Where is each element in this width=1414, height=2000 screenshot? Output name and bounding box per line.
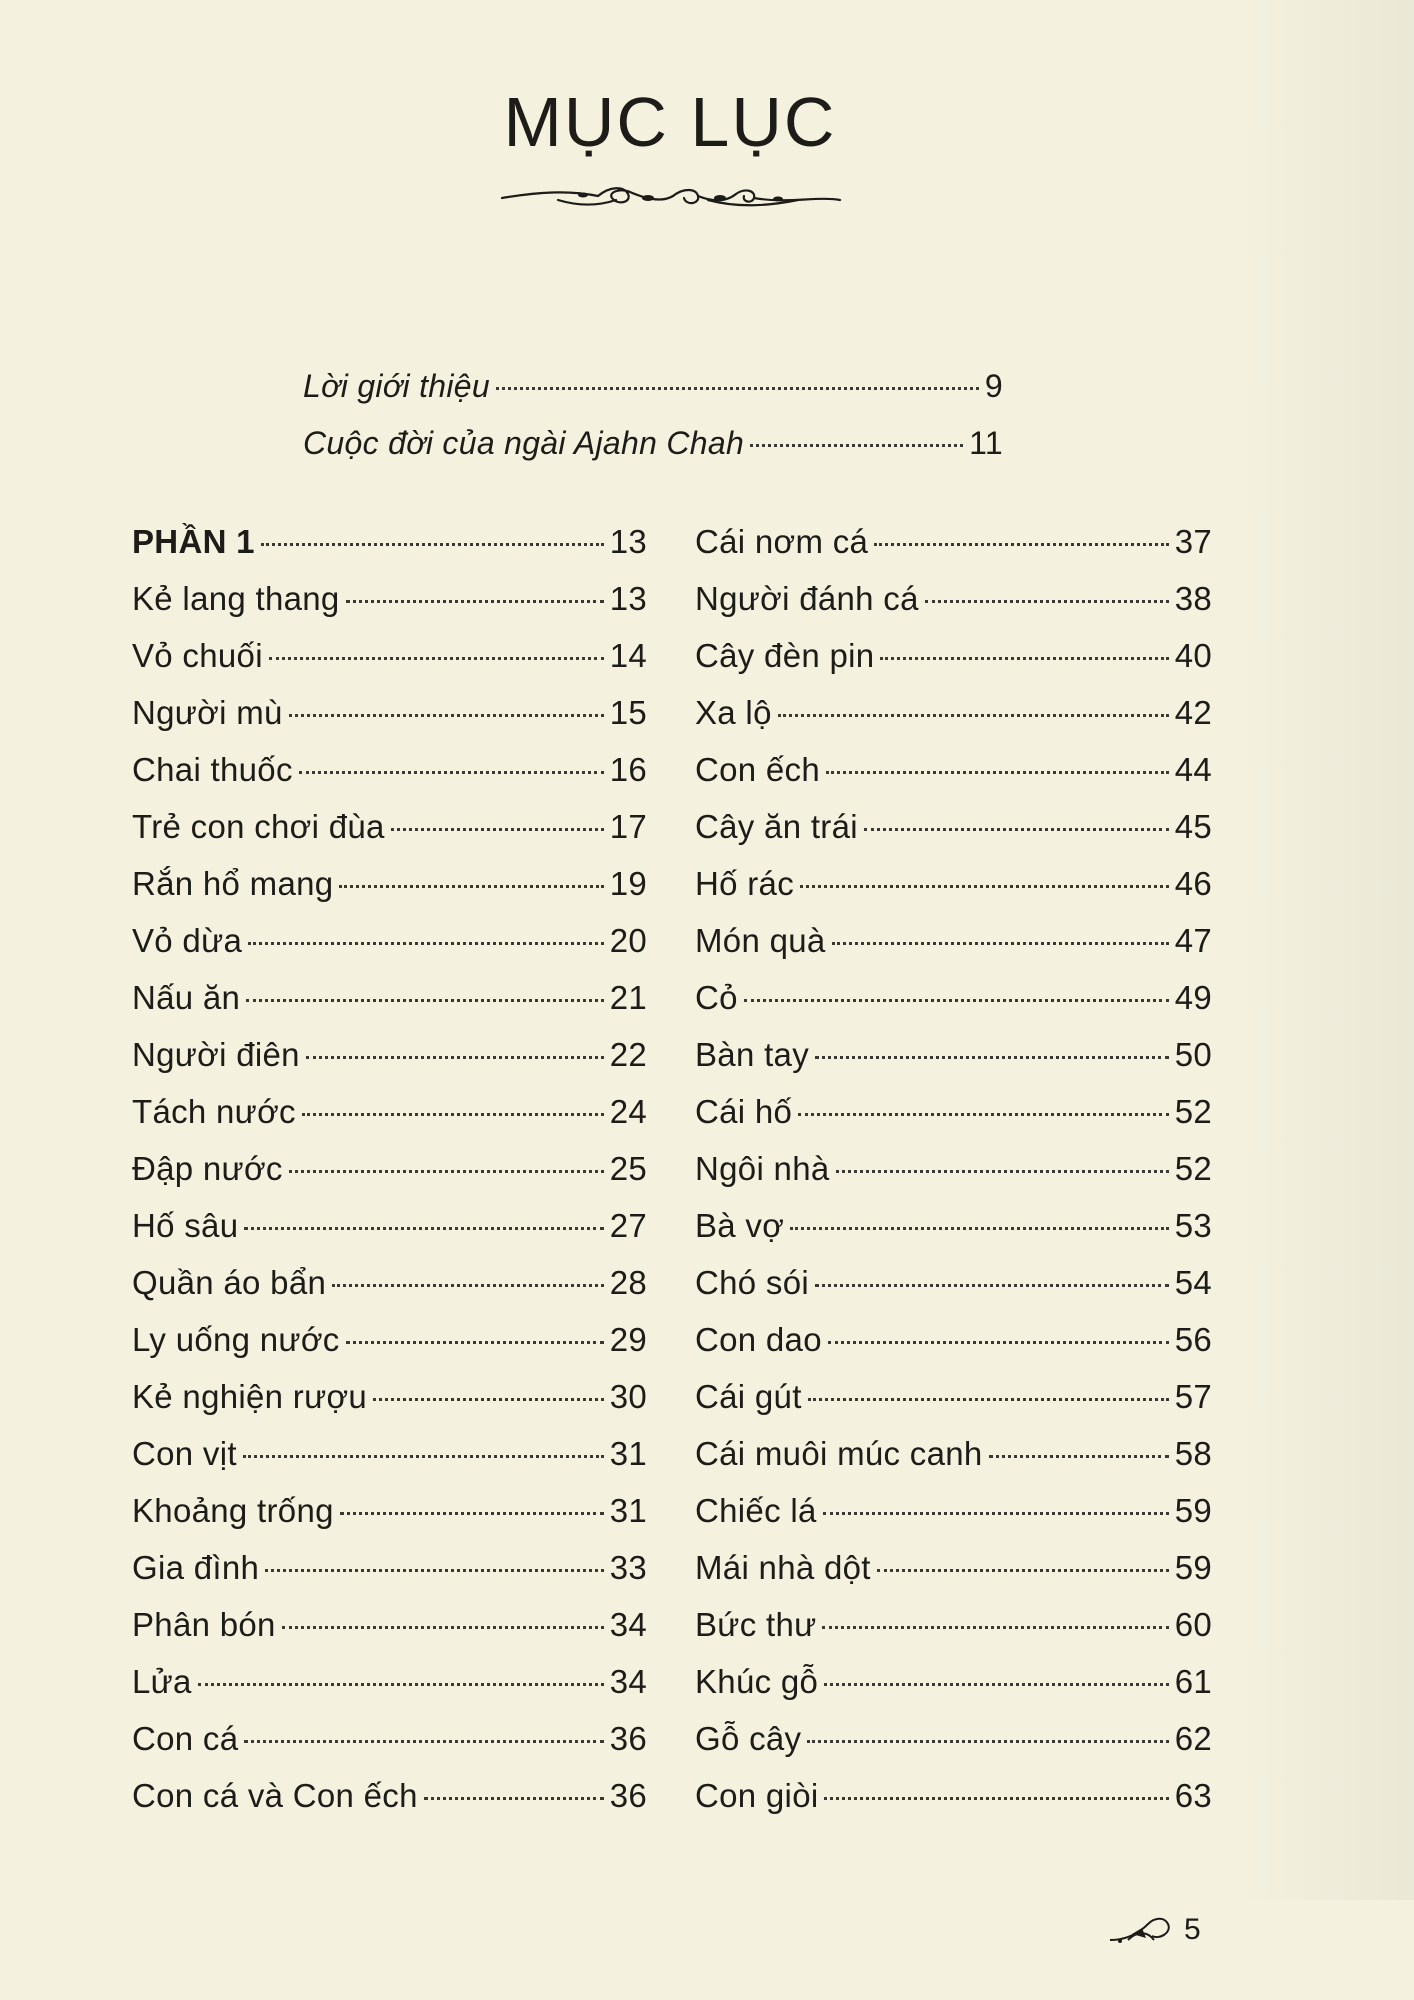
toc-entry-title: Kẻ nghiện rượu [132, 1378, 368, 1415]
toc-entry-page: 59 [1174, 1492, 1212, 1529]
toc-entry [695, 523, 1212, 580]
dot-leader [832, 942, 1169, 945]
toc-entry [132, 979, 647, 1036]
toc-entry [695, 1606, 1212, 1663]
toc-entry-title: Chó sói [695, 1264, 809, 1301]
toc-entry-title: Bức thư [695, 1606, 817, 1643]
toc-entry-title: Món quà [695, 922, 826, 959]
toc-entry-title: Cuộc đời của ngài Ajahn Chah [303, 425, 745, 461]
dot-leader [864, 828, 1169, 831]
hand-drawn-flourish-icon [1108, 1910, 1178, 1950]
toc-entry-page: 24 [609, 1093, 647, 1130]
dot-leader [340, 1512, 604, 1515]
dot-leader [877, 1569, 1169, 1572]
toc-entry-title: Mái nhà dột [695, 1549, 871, 1586]
toc-entry-title: Bà vợ [695, 1207, 785, 1244]
toc-entry-title: Phân bón [132, 1606, 276, 1643]
toc-entry [695, 1492, 1212, 1549]
toc-entry [132, 865, 647, 922]
toc-entry-page: 52 [1174, 1150, 1212, 1187]
toc-entry-title: Con dao [695, 1321, 822, 1358]
toc-entry-page: 63 [1174, 1777, 1212, 1814]
toc-entry-title: Cái muôi múc canh [695, 1435, 983, 1472]
dot-leader [798, 1113, 1168, 1116]
intro-list [303, 368, 1003, 482]
toc-entry-title: Khúc gỗ [695, 1663, 819, 1700]
toc-entry-page: 20 [609, 922, 647, 959]
dot-leader [824, 1683, 1168, 1686]
dot-leader [246, 999, 603, 1002]
dot-leader [815, 1056, 1169, 1059]
toc-entry-page: 15 [609, 694, 647, 731]
toc-entry [303, 425, 1003, 482]
page-footer [1108, 1910, 1201, 1950]
toc-entry-page: 22 [609, 1036, 647, 1073]
toc-entry [132, 1036, 647, 1093]
toc-entry-page: 14 [609, 637, 647, 674]
toc-entry-page: 49 [1174, 979, 1212, 1016]
toc-entry-page: 21 [609, 979, 647, 1016]
toc-entry [695, 1549, 1212, 1606]
dot-leader [244, 1227, 603, 1230]
dot-leader [836, 1170, 1169, 1173]
toc-entry-title: Nấu ăn [132, 979, 241, 1016]
toc-entry-page: 31 [609, 1435, 647, 1472]
toc-entry-title: Kẻ lang thang [132, 580, 340, 617]
toc-entry-page: 25 [609, 1150, 647, 1187]
toc-entry [695, 637, 1212, 694]
dot-leader [815, 1284, 1169, 1287]
page-number: 5 [1184, 1913, 1201, 1946]
toc-entry-title: Người mù [132, 694, 283, 731]
dot-leader [243, 1455, 604, 1458]
toc-entry-title: Bàn tay [695, 1036, 810, 1073]
dot-leader [880, 657, 1168, 660]
toc-entry [695, 1378, 1212, 1435]
dot-leader [800, 885, 1169, 888]
toc-entry-page: 45 [1174, 808, 1212, 845]
toc-entry-title: Lửa [132, 1663, 192, 1700]
dot-leader [332, 1284, 604, 1287]
dot-leader [261, 543, 604, 546]
toc-entry [695, 808, 1212, 865]
dot-leader [346, 1341, 604, 1344]
dot-leader [339, 885, 603, 888]
toc-entry-title: Xa lộ [695, 694, 772, 731]
dot-leader [826, 771, 1169, 774]
toc-entry [303, 368, 1003, 425]
toc-entry-title: Trẻ con chơi đùa [132, 808, 385, 845]
dot-leader [823, 1512, 1169, 1515]
toc-entry-page: 61 [1174, 1663, 1212, 1700]
toc-entry [695, 922, 1212, 979]
dot-leader [424, 1797, 604, 1800]
toc-entry-title: Chai thuốc [132, 751, 293, 788]
toc-entry [132, 1264, 647, 1321]
toc-entry [132, 580, 647, 637]
toc-entry-title: Con vịt [132, 1435, 237, 1472]
toc-entry [695, 1036, 1212, 1093]
toc-entry-page: 30 [609, 1378, 647, 1415]
toc-entry [695, 1435, 1212, 1492]
toc-entry-title: Chiếc lá [695, 1492, 817, 1529]
toc-left-column [132, 523, 647, 1834]
toc-entry [132, 1663, 647, 1720]
toc-entry [132, 1777, 647, 1834]
toc-entry-page: 36 [609, 1720, 647, 1757]
toc-entry-title: Cây đèn pin [695, 637, 875, 674]
toc-entry-page: 60 [1174, 1606, 1212, 1643]
toc-entry [132, 922, 647, 979]
toc-entry-page: 46 [1174, 865, 1212, 902]
toc-entry [132, 808, 647, 865]
toc-entry-page: 31 [609, 1492, 647, 1529]
dot-leader [790, 1227, 1169, 1230]
toc-entry-title: Ly uống nước [132, 1321, 340, 1358]
toc-entry [132, 1207, 647, 1264]
toc-entry [132, 1150, 647, 1207]
toc-entry-title: Hố sâu [132, 1207, 239, 1244]
toc-entry-title: Gia đình [132, 1549, 260, 1586]
toc-entry-title: Hố rác [695, 865, 794, 902]
toc-entry-page: 34 [609, 1606, 647, 1643]
toc-entry-page: 56 [1174, 1321, 1212, 1358]
toc-entry-title: Khoảng trống [132, 1492, 334, 1529]
toc-entry-page: 36 [609, 1777, 647, 1814]
toc-entry-title: Con ếch [695, 751, 821, 788]
toc-right-column [695, 523, 1212, 1834]
toc-entry-title: Con cá và Con ếch [132, 1777, 418, 1814]
toc-entry-page: 17 [609, 808, 647, 845]
toc-entry-page: 29 [609, 1321, 647, 1358]
toc-entry-page: 58 [1174, 1435, 1212, 1472]
dot-leader [299, 771, 604, 774]
toc-entry-title: Lời giới thiệu [303, 368, 490, 404]
toc-entry [132, 1720, 647, 1777]
toc-entry-page: 62 [1174, 1720, 1212, 1757]
toc-entry [132, 751, 647, 808]
toc-entry-title: Cỏ [695, 979, 738, 1016]
toc-entry-title: Cái nơm cá [695, 523, 869, 560]
toc-entry [695, 694, 1212, 751]
toc-entry [695, 1150, 1212, 1207]
toc-entry-title: Con cá [132, 1720, 239, 1757]
toc-entry-page: 13 [609, 580, 647, 617]
dot-leader [744, 999, 1169, 1002]
dot-leader [198, 1683, 604, 1686]
toc-entry-page: 9 [984, 368, 1003, 404]
toc-entry-page: 28 [609, 1264, 647, 1301]
toc-entry-title: Người đánh cá [695, 580, 919, 617]
toc-entry [695, 1321, 1212, 1378]
toc-entry [132, 637, 647, 694]
toc-entry-page: 34 [609, 1663, 647, 1700]
dot-leader [808, 1398, 1169, 1401]
toc-entry-page: 27 [609, 1207, 647, 1244]
toc-entry-page: 52 [1174, 1093, 1212, 1130]
toc-entry [695, 1663, 1212, 1720]
toc-entry-title: Tách nước [132, 1093, 296, 1130]
toc-entry-page: 53 [1174, 1207, 1212, 1244]
dot-leader [822, 1626, 1168, 1629]
toc-entry-page: 16 [609, 751, 647, 788]
toc-entry-title: Vỏ chuối [132, 637, 263, 674]
toc-entry [695, 979, 1212, 1036]
dot-leader [265, 1569, 604, 1572]
toc-entry [132, 1093, 647, 1150]
show-through-shadow [1234, 0, 1414, 1900]
toc-entry [132, 1606, 647, 1663]
toc-entry-title: Cây ăn trái [695, 808, 858, 845]
toc-entry [695, 1777, 1212, 1834]
toc-entry-title: Cái gút [695, 1378, 802, 1415]
toc-entry-title: Người điên [132, 1036, 300, 1073]
toc-entry-page: 42 [1174, 694, 1212, 731]
toc-entry-page: 11 [969, 425, 1003, 461]
toc-entry-page: 13 [609, 523, 647, 560]
dot-leader [244, 1740, 603, 1743]
dot-leader [925, 600, 1169, 603]
dot-leader [282, 1626, 604, 1629]
toc-entry [132, 1492, 647, 1549]
toc-entry-title: Ngôi nhà [695, 1150, 830, 1187]
toc-entry-title: Cái hố [695, 1093, 793, 1130]
dot-leader [289, 1170, 604, 1173]
toc-entry-page: 57 [1174, 1378, 1212, 1415]
toc-entry [695, 1264, 1212, 1321]
toc-entry [132, 1321, 647, 1378]
dot-leader [807, 1740, 1168, 1743]
toc-entry-title: Gỗ cây [695, 1720, 802, 1757]
toc-entry [695, 865, 1212, 922]
toc-entry-page: 59 [1174, 1549, 1212, 1586]
toc-entry-page: 37 [1174, 523, 1212, 560]
toc-entry [132, 1378, 647, 1435]
page-title: MỤC LỤC [503, 83, 837, 161]
dot-leader [496, 387, 979, 390]
toc-entry [132, 1435, 647, 1492]
toc-entry-title: Vỏ dừa [132, 922, 243, 959]
dot-leader [989, 1455, 1169, 1458]
toc-entry-title: Rắn hổ mang [132, 865, 334, 902]
toc-entry-title: Quần áo bẩn [132, 1264, 327, 1301]
flourish-ornament-icon [498, 178, 844, 214]
toc-entry-title: Con giòi [695, 1777, 819, 1814]
dot-leader [302, 1113, 604, 1116]
dot-leader [824, 1797, 1168, 1800]
dot-leader [828, 1341, 1169, 1344]
toc-entry-page: 44 [1174, 751, 1212, 788]
dot-leader [306, 1056, 604, 1059]
dot-leader [874, 543, 1168, 546]
dot-leader [750, 444, 963, 447]
dot-leader [248, 942, 604, 945]
dot-leader [778, 714, 1169, 717]
toc-entry-title: Đập nước [132, 1150, 283, 1187]
toc-entry-page: 38 [1174, 580, 1212, 617]
toc-entry [695, 1093, 1212, 1150]
dot-leader [391, 828, 604, 831]
dot-leader [289, 714, 604, 717]
toc-entry [132, 523, 647, 580]
toc-entry-page: 47 [1174, 922, 1212, 959]
toc-entry [695, 580, 1212, 637]
toc-entry-page: 50 [1174, 1036, 1212, 1073]
section-heading: PHẦN 1 [132, 523, 255, 560]
toc-entry-page: 54 [1174, 1264, 1212, 1301]
dot-leader [373, 1398, 604, 1401]
toc-entry [695, 1720, 1212, 1777]
toc-entry [695, 751, 1212, 808]
dot-leader [346, 600, 604, 603]
toc-entry-page: 33 [609, 1549, 647, 1586]
toc-entry [132, 1549, 647, 1606]
dot-leader [269, 657, 604, 660]
toc-entry [695, 1207, 1212, 1264]
toc-entry-page: 40 [1174, 637, 1212, 674]
toc-entry-page: 19 [609, 865, 647, 902]
toc-entry [132, 694, 647, 751]
